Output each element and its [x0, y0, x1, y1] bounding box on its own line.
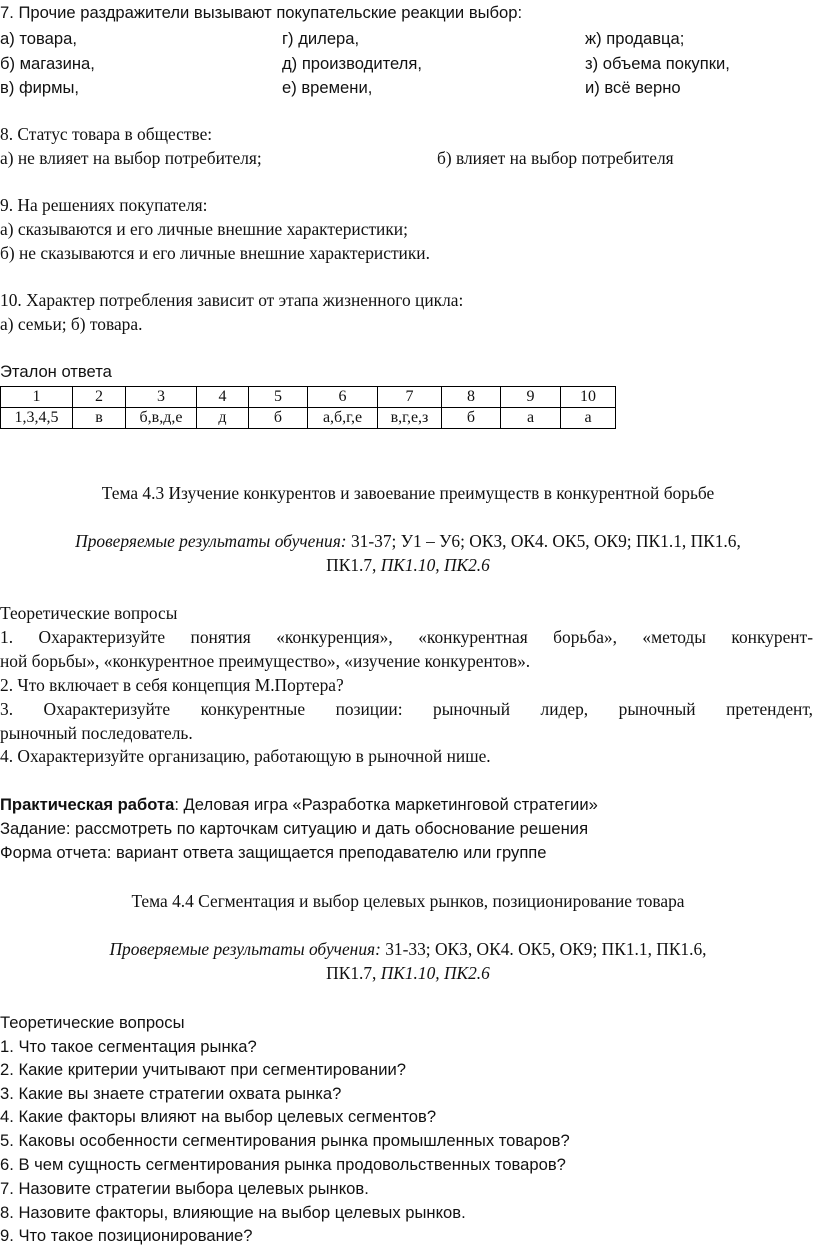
practical-task: Задание: рассмотреть по карточкам ситуацию и дать обоснование решения — [0, 819, 589, 838]
q7-row-1 — [0, 29, 816, 48]
answer-key-number: 4 — [197, 387, 249, 408]
topic-4-3-results — [0, 531, 816, 551]
q8-question: 8. Статус товара в обществе: — [0, 124, 213, 144]
q7-question: 7. Прочие раздражители вызывают покупательские реакции выбор: — [0, 3, 523, 22]
topic-4-3-results-line2-italic: ПК1.10, ПК2.6 — [380, 555, 490, 575]
q7-option-z: з) объема покупки, — [585, 54, 730, 73]
q8-option-b: б) влияет на выбор потребителя — [437, 148, 674, 168]
practical-work-label: Практическая работа — [0, 795, 175, 814]
topic-4-4-question: 4. Какие факторы влияют на выбор целевых сегментов? — [0, 1107, 437, 1126]
answer-key-number: 9 — [501, 387, 561, 408]
report-form: Форма отчета: вариант ответа защищается преподавателю или группе — [0, 843, 547, 862]
answer-key-answer: а,б,г,е — [308, 408, 378, 429]
answer-key-number-row — [1, 387, 616, 408]
q7-option-v: в) фирмы, — [0, 78, 80, 97]
topic-4-3-results-line2-plain: ПК1.7, — [326, 555, 381, 575]
topic-4-3-title: Тема 4.3 Изучение конкурентов и завоевание преимуществ в конкурентной борьбе — [101, 483, 715, 503]
answer-key-answer: в,г,е,з — [378, 408, 442, 429]
topic-4-3-results-label: Проверяемые результаты обучения: — [75, 531, 347, 551]
answer-key-number: 7 — [378, 387, 442, 408]
answer-key-number: 10 — [561, 387, 616, 408]
topic-4-4-results-line2-italic: ПК1.10, ПК2.6 — [380, 963, 490, 983]
topic-4-3-results-line2 — [0, 555, 816, 575]
topic-4-4-results-value: 31-33; ОКЗ, ОК4. ОК5, ОК9; ПК1.1, ПК1.6, — [380, 939, 707, 959]
topic-4-4-results-line2-plain: ПК1.7, — [326, 963, 381, 983]
topic-4-4-results-label: Проверяемые результаты обучения: — [109, 939, 381, 959]
answer-key-table — [0, 386, 616, 429]
topic-4-3-questions-heading: Теоретические вопросы — [0, 603, 178, 623]
topic-4-4-question: 5. Каковы особенности сегментирования рынка промышленных товаров? — [0, 1131, 570, 1150]
answer-key-answer: б,в,д,е — [126, 408, 197, 429]
answer-key-answer: д — [197, 408, 249, 429]
q7-option-g: г) дилера, — [282, 29, 360, 48]
q7-option-e: е) времени, — [282, 78, 373, 97]
topic-4-4-question: 6. В чем сущность сегментирования рынка продовольственных товаров? — [0, 1155, 566, 1174]
q7-row-2 — [0, 54, 816, 73]
q8-options — [0, 148, 816, 168]
topic-4-3-results-value: 31-37; У1 – У6; ОКЗ, ОК4. ОК5, ОК9; ПК1.1, ПК1.6, — [346, 531, 741, 551]
q7-option-zh: ж) продавца; — [585, 29, 685, 48]
answer-key-number: 6 — [308, 387, 378, 408]
answer-key-number: 8 — [442, 387, 501, 408]
answer-key-answer: б — [249, 408, 308, 429]
q10-options: а) семьи; б) товара. — [0, 314, 143, 334]
topic-4-4-results-line2 — [0, 963, 816, 983]
answer-key-number: 5 — [249, 387, 308, 408]
q9-option-b: б) не сказываются и его личные внешние характеристики. — [0, 243, 430, 263]
q7-option-d: д) производителя, — [282, 54, 422, 73]
q10-question: 10. Характер потребления зависит от этапа жизненного цикла: — [0, 290, 464, 310]
q9-question: 9. На решениях покупателя: — [0, 195, 208, 215]
q7-option-b: б) магазина, — [0, 54, 95, 73]
answer-key-answer: в — [73, 408, 126, 429]
topic-4-4-question: 9. Что такое позиционирование? — [0, 1226, 253, 1245]
answer-key-answer: б — [442, 408, 501, 429]
answer-key-answer: а — [561, 408, 616, 429]
topic-4-4-question: 8. Назовите факторы, влияющие на выбор целевых рынков. — [0, 1203, 466, 1222]
topic-4-4-question: 3. Какие вы знаете стратегии охвата рынка? — [0, 1084, 342, 1103]
q7-option-i: и) всё верно — [585, 78, 681, 97]
q8-option-a: а) не влияет на выбор потребителя; — [0, 148, 262, 168]
q7-row-3 — [0, 78, 816, 97]
topic-4-4-results — [0, 939, 816, 959]
q7-option-a: а) товара, — [0, 29, 77, 48]
answer-key-number: 1 — [1, 387, 73, 408]
answer-key-answer-row — [1, 408, 616, 429]
topic-4-3-q2: 2. Что включает в себя концепция М.Портера? — [0, 675, 344, 695]
q9-option-a: а) сказываются и его личные внешние характеристики; — [0, 219, 408, 239]
topic-4-3-q3-line2: рыночный последователь. — [0, 723, 193, 743]
answer-key-title: Эталон ответа — [0, 362, 112, 381]
topic-4-3-q1-line1: 1. Охарактеризуйте понятия «конкуренция», «конкурентная борьба», «методы конкурент- — [0, 627, 813, 647]
answer-key-number: 2 — [73, 387, 126, 408]
topic-4-4-questions-heading: Теоретические вопросы — [0, 1013, 185, 1032]
answer-key-answer: а — [501, 408, 561, 429]
topic-4-4-question: 2. Какие критерии учитывают при сегментировании? — [0, 1060, 406, 1079]
topic-4-3-q1-line2: ной борьбы», «конкурентное преимущество», «изучение конкурентов». — [0, 651, 531, 671]
topic-4-4-title: Тема 4.4 Сегментация и выбор целевых рынков, позиционирование товара — [131, 891, 685, 911]
topic-4-4-question: 1. Что такое сегментация рынка? — [0, 1037, 257, 1056]
answer-key-answer: 1,3,4,5 — [1, 408, 73, 429]
topic-4-3-q4: 4. Охарактеризуйте организацию, работающую в рыночной нише. — [0, 746, 491, 766]
practical-work-text: : Деловая игра «Разработка маркетинговой стратегии» — [174, 795, 598, 814]
answer-key-number: 3 — [126, 387, 197, 408]
practical-work — [0, 795, 598, 814]
topic-4-3-q3-line1: 3. Охарактеризуйте конкурентные позиции: рыночный лидер, рыночный претендент, — [0, 699, 813, 719]
topic-4-4-question: 7. Назовите стратегии выбора целевых рынков. — [0, 1179, 369, 1198]
